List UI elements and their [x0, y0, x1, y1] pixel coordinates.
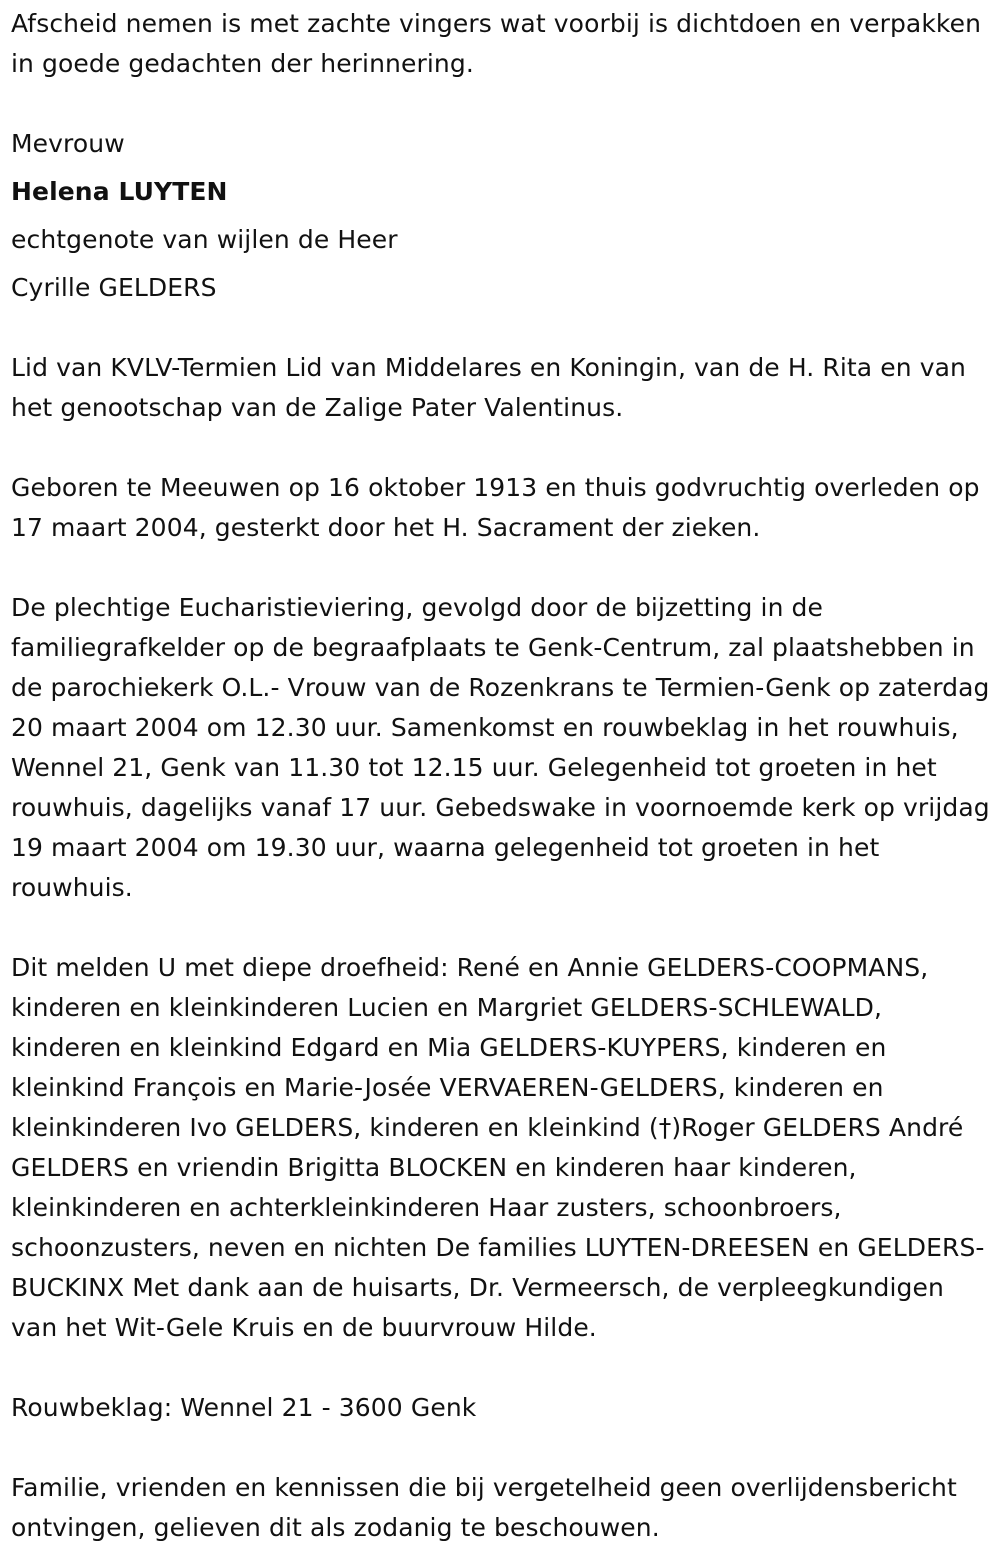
ceremony-paragraph: De plechtige Eucharistieviering, gevolgd door de bijzetting in de familiegrafkelder op de begraafplaats te Genk-Centrum, zal plaatshebben in de parochiekerk O.L.- Vrouw van de Rozenkrans te Termien-Genk op zaterdag 20 maart 2004 om 12.30 uur. Samenkomst en rouwbeklag in het rouwhuis, Wennel 21, Genk van 11.30 tot 12.15 uur. Gelegenheid tot groeten in het rouwhuis, dagelijks vanaf 17 uur. Gebedswake in voornoemde kerk op vrijdag 19 maart 2004 om 19.30 uur, waarna gelegenheid tot groeten in het rouwhuis. — [11, 593, 990, 902]
intro-quote: Afscheid nemen is met zachte vingers wat voorbij is dichtdoen en verpakken in goede gedachten der herinnering. — [11, 9, 982, 78]
announcement-paragraph: Dit melden U met diepe droefheid: René en Annie GELDERS-COOPMANS, kinderen en kleinkinderen Lucien en Margriet GELDERS-SCHLEWALD, kinderen en kleinkind Edgard en Mia GELDERS-KUYPERS, kinderen en kleinkind François en Marie-Josée VERVAEREN-GELDERS, kinderen en kleinkinderen Ivo GELDERS, kinderen en kleinkind (†)Roger GELDERS André GELDERS en vriendin Brigitta BLOCKEN en kinderen haar kinderen, kleinkinderen en achterkleinkinderen Haar zusters, schoonbroers, schoonzusters, neven en nichten De families LUYTEN-DREESEN en GELDERS-BUCKINX Met dank aan de huisarts, Dr. Vermeersch, de verpleegkundigen van het Wit-Gele Kruis en de buurvrouw Hilde. — [11, 953, 985, 1342]
deceased-name: Helena LUYTEN — [11, 177, 228, 206]
spouse-line-2: Cyrille GELDERS — [11, 273, 217, 302]
birth-death-paragraph: Geboren te Meeuwen op 16 oktober 1913 en thuis godvruchtig overleden op 17 maart 2004, gesterkt door het H. Sacrament der zieken. — [11, 473, 980, 542]
honorific: Mevrouw — [11, 129, 125, 158]
obituary-document — [11, 4, 990, 1548]
condolence-address: Rouwbeklag: Wennel 21 - 3600 Genk — [11, 1393, 477, 1422]
closing-paragraph: Familie, vrienden en kennissen die bij vergetelheid geen overlijdensbericht ontvingen, gelieven dit als zodanig te beschouwen. — [11, 1473, 957, 1542]
membership-paragraph: Lid van KVLV-Termien Lid van Middelares en Koningin, van de H. Rita en van het genootschap van de Zalige Pater Valentinus. — [11, 353, 967, 422]
spouse-line-1: echtgenote van wijlen de Heer — [11, 225, 398, 254]
